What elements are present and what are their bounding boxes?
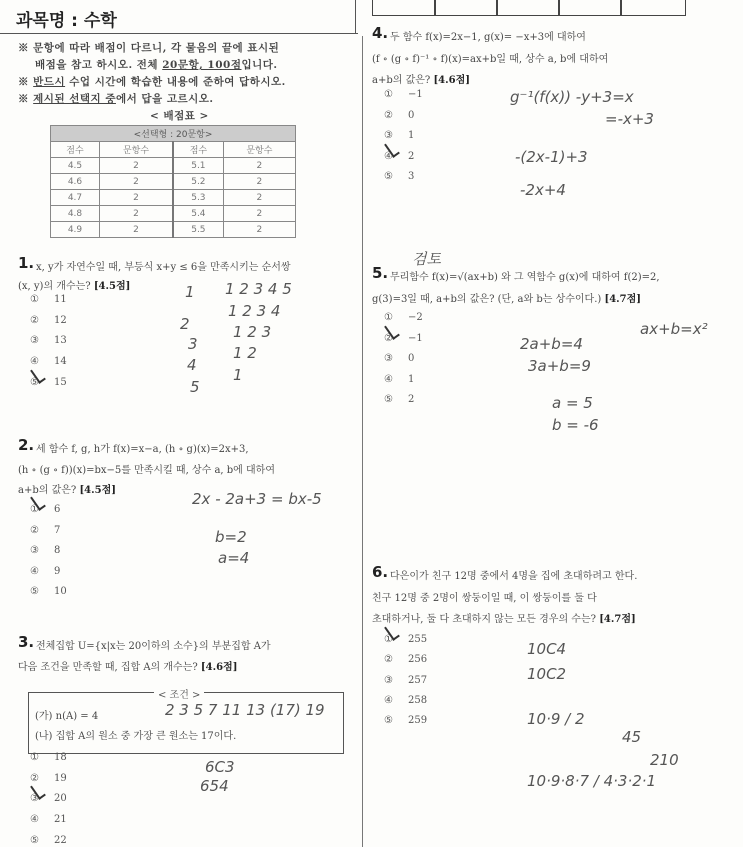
score-table-title: < 배점표 > bbox=[150, 110, 209, 122]
condition-item: (가) n(A) = 4 bbox=[35, 711, 99, 722]
choice-number: ④ bbox=[384, 694, 393, 706]
handwritten-note: 1 bbox=[185, 283, 195, 301]
answer-choice[interactable] bbox=[30, 315, 67, 326]
question-text: x, y가 자연수일 때, 부등식 x+y ≤ 6을 만족시키는 순서쌍 bbox=[36, 262, 291, 273]
choice-value: 256 bbox=[408, 654, 428, 666]
notice-1: ※ 문항에 따라 배점이 다르니, 각 물음의 끝에 표시된 bbox=[18, 42, 280, 54]
table-cell: 5.2 bbox=[173, 174, 223, 190]
handwritten-note: b=2 bbox=[215, 528, 247, 546]
choice-number: ④ bbox=[30, 814, 39, 826]
choice-number: ① bbox=[30, 504, 39, 515]
handwritten-note: 10·9 / 2 bbox=[527, 710, 585, 728]
answer-box bbox=[558, 0, 622, 16]
handwritten-note: 10C4 bbox=[527, 640, 567, 658]
question-number: 1. bbox=[18, 254, 35, 272]
question-number: 6. bbox=[372, 563, 389, 581]
question-text: 친구 12명 중 2명이 쌍둥이일 때, 이 쌍둥이를 둘 다 bbox=[372, 592, 597, 604]
table-cell: 2 bbox=[223, 222, 295, 238]
choice-value: 1 bbox=[408, 130, 415, 141]
notice-text: 입니다. bbox=[241, 59, 278, 71]
question-text: 다은이가 친구 12명 중에서 4명을 집에 초대하려고 한다. bbox=[390, 571, 638, 582]
choice-value: 7 bbox=[54, 524, 61, 536]
notice-bullet: ※ bbox=[18, 76, 34, 88]
choice-value: 1 bbox=[408, 373, 415, 385]
choice-number: ④ bbox=[30, 565, 39, 577]
handwritten-note: 3a+b=9 bbox=[528, 357, 591, 375]
table-header-row bbox=[51, 142, 296, 158]
question-text-line bbox=[18, 277, 130, 292]
choice-number: ② bbox=[30, 314, 39, 326]
notice-underlined: 반드시 bbox=[33, 76, 66, 88]
score-table-caption: <선택형 : 20문항> bbox=[51, 126, 296, 142]
answer-choice[interactable] bbox=[30, 586, 67, 597]
answer-choice[interactable] bbox=[30, 525, 60, 536]
table-row bbox=[51, 206, 296, 222]
handwritten-note: 1 bbox=[233, 366, 243, 384]
question-text-line bbox=[372, 610, 636, 625]
handwritten-note: -2x+4 bbox=[520, 181, 566, 199]
table-cell: 5.3 bbox=[173, 190, 223, 206]
handwritten-note: 210 bbox=[650, 751, 679, 769]
choice-value: 0 bbox=[408, 109, 415, 121]
table-cell: 2 bbox=[223, 206, 295, 222]
question-text-line bbox=[18, 461, 275, 476]
choice-number: ③ bbox=[384, 130, 393, 141]
answer-box bbox=[620, 0, 686, 16]
choice-number: ③ bbox=[384, 674, 393, 686]
question-points: [4.6점] bbox=[200, 662, 238, 673]
choice-number: ④ bbox=[30, 356, 39, 368]
choice-value: −1 bbox=[408, 89, 423, 100]
handwritten-note: -(2x-1)+3 bbox=[515, 148, 588, 166]
choice-number: ① bbox=[384, 89, 393, 100]
choice-value: 22 bbox=[54, 834, 67, 846]
choice-value: 18 bbox=[54, 752, 67, 763]
table-cell: 4.8 bbox=[51, 206, 100, 222]
question-text: a+b의 값은? bbox=[372, 75, 431, 86]
handwritten-note: 4 bbox=[187, 356, 197, 374]
table-row bbox=[51, 174, 296, 190]
handwritten-note: 45 bbox=[622, 728, 642, 746]
choice-number: ③ bbox=[30, 545, 39, 556]
condition-label: < 조건 > bbox=[154, 686, 204, 701]
condition-item: (나) 집합 A의 원소 중 가장 큰 원소는 17이다. bbox=[35, 731, 237, 742]
answer-choice[interactable] bbox=[384, 89, 423, 100]
handwritten-note: 6C3 bbox=[205, 758, 235, 776]
answer-choice[interactable] bbox=[384, 654, 427, 665]
choice-value: 257 bbox=[408, 674, 428, 686]
answer-box bbox=[496, 0, 560, 16]
choice-number: ④ bbox=[384, 373, 393, 385]
answer-choice[interactable] bbox=[384, 394, 414, 405]
choice-number: ③ bbox=[384, 353, 393, 364]
notice-3 bbox=[18, 74, 286, 89]
notice-bullet: ※ bbox=[18, 93, 34, 105]
answer-choice[interactable] bbox=[30, 752, 67, 763]
table-cell: 2 bbox=[223, 174, 295, 190]
table-cell: 4.6 bbox=[51, 174, 100, 190]
answer-choice[interactable] bbox=[30, 545, 60, 556]
question-text: 세 함수 f, g, h가 f(x)=x−a, (h ∘ g)(x)=2x+3, bbox=[36, 444, 249, 455]
table-cell: 2 bbox=[223, 190, 295, 206]
answer-choice[interactable] bbox=[30, 814, 67, 825]
choice-value: 10 bbox=[54, 586, 67, 597]
table-cell: 2 bbox=[99, 206, 173, 222]
choice-value: 14 bbox=[54, 356, 67, 368]
answer-choice[interactable] bbox=[384, 130, 414, 141]
choice-value: 258 bbox=[408, 694, 428, 706]
handwritten-note: g⁻¹(f(x)) -y+3=x bbox=[510, 88, 634, 106]
handwritten-note: 2 3 5 7 11 13 (17) 19 bbox=[165, 701, 325, 719]
handwritten-note: 1 2 3 bbox=[233, 323, 272, 341]
question-text-line bbox=[36, 637, 271, 652]
choice-number: ② bbox=[30, 772, 39, 784]
table-cell: 4.9 bbox=[51, 222, 100, 238]
table-cell: 4.7 bbox=[51, 190, 100, 206]
question-text: g(3)=3일 때, a+b의 값은? (단, a와 b는 상수이다.) bbox=[372, 294, 602, 305]
question-text: (x, y)의 개수는? bbox=[18, 281, 91, 292]
score-table bbox=[50, 125, 296, 238]
table-row bbox=[51, 158, 296, 174]
question-text-line bbox=[372, 290, 641, 305]
handwritten-note: 1 2 3 4 bbox=[228, 302, 281, 320]
question-points: [4.7점] bbox=[604, 294, 642, 305]
handwritten-note: 2x - 2a+3 = bx-5 bbox=[192, 490, 322, 508]
header-divider-vertical bbox=[355, 0, 356, 34]
choice-value: 12 bbox=[54, 314, 67, 326]
choice-number: ① bbox=[384, 312, 393, 323]
notice-2 bbox=[35, 57, 278, 72]
question-text: 두 함수 f(x)=2x−1, g(x)= −x+3에 대하여 bbox=[390, 32, 586, 43]
table-cell: 2 bbox=[99, 158, 173, 174]
choice-number: ② bbox=[30, 524, 39, 536]
handwritten-note: =-x+3 bbox=[605, 110, 654, 128]
notice-underlined: 제시된 선택지 중 bbox=[33, 93, 116, 105]
handwritten-note: 3 bbox=[188, 335, 198, 353]
question-text: 전체집합 U={x|x는 20이하의 소수}의 부분집합 A가 bbox=[36, 641, 271, 652]
handwritten-note: 2 bbox=[180, 315, 190, 333]
choice-number: ⑤ bbox=[384, 171, 393, 182]
table-cell: 2 bbox=[99, 222, 173, 238]
question-text-line bbox=[372, 50, 608, 65]
table-cell: 5.4 bbox=[173, 206, 223, 222]
handwritten-note: 10C2 bbox=[527, 665, 567, 683]
handwritten-note: 2a+b=4 bbox=[520, 335, 583, 353]
handwritten-note: 1 2 3 4 5 bbox=[225, 280, 292, 298]
choice-value: 9 bbox=[54, 565, 61, 577]
choice-value: 11 bbox=[54, 294, 67, 305]
table-cell: 2 bbox=[99, 190, 173, 206]
handwritten-note: a=4 bbox=[218, 549, 250, 567]
question-text-line bbox=[390, 268, 660, 283]
notice-4 bbox=[18, 91, 214, 106]
question-text-line bbox=[390, 567, 637, 582]
choice-value: 15 bbox=[54, 376, 67, 388]
question-text: 초대하거나, 둘 다 초대하지 않는 모든 경우의 수는? bbox=[372, 614, 596, 625]
notice-text: 수업 시간에 학습한 내용에 준하여 답하시오. bbox=[65, 76, 286, 88]
question-text-line bbox=[372, 589, 597, 604]
answer-choice[interactable] bbox=[384, 675, 427, 686]
column-header: 문항수 bbox=[223, 142, 295, 158]
choice-number: ① bbox=[30, 294, 39, 305]
choice-value: 2 bbox=[408, 394, 415, 405]
question-text: (f ∘ (g ∘ f)⁻¹ ∘ f)(x)=ax+b일 때, 상수 a, b에 대하여 bbox=[372, 53, 609, 65]
choice-number: ① bbox=[30, 752, 39, 763]
answer-choice[interactable] bbox=[384, 695, 427, 706]
choice-number: ② bbox=[384, 654, 393, 666]
subject-title: 과목명 : 수학 bbox=[16, 11, 117, 31]
handwritten-note: b = -6 bbox=[552, 416, 599, 434]
choice-value: −1 bbox=[408, 332, 423, 344]
question-points: [4.5점] bbox=[93, 281, 131, 292]
handwritten-note: 1 2 bbox=[233, 344, 257, 362]
choice-value: 3 bbox=[408, 171, 415, 182]
column-header: 문항수 bbox=[99, 142, 173, 158]
choice-value: 6 bbox=[54, 504, 61, 515]
choice-value: −2 bbox=[408, 312, 423, 323]
answer-choice[interactable] bbox=[30, 566, 60, 577]
choice-number: ② bbox=[384, 109, 393, 121]
header-divider bbox=[0, 33, 358, 34]
table-cell: 5.5 bbox=[173, 222, 223, 238]
choice-number: ③ bbox=[30, 335, 39, 347]
answer-choice[interactable] bbox=[384, 715, 427, 726]
choice-number: ⑤ bbox=[30, 834, 39, 846]
choice-value: 19 bbox=[54, 772, 67, 784]
choice-number: ⑤ bbox=[384, 715, 393, 727]
answer-choice[interactable] bbox=[30, 294, 67, 305]
choice-value: 2 bbox=[408, 150, 415, 162]
question-points: [4.7점] bbox=[599, 614, 636, 625]
choice-value: 8 bbox=[54, 545, 61, 556]
question-text-line bbox=[18, 658, 237, 673]
choice-number: ① bbox=[384, 634, 393, 645]
notice-text: 배점을 참고 하시오. 전체 bbox=[35, 59, 163, 71]
choice-value: 259 bbox=[408, 715, 428, 727]
question-number: 3. bbox=[18, 633, 35, 651]
notice-text: 에서 답을 고르시오. bbox=[115, 93, 214, 105]
question-number: 5. bbox=[372, 264, 389, 282]
question-text-line bbox=[372, 71, 470, 86]
question-text: a+b의 값은? bbox=[18, 485, 77, 496]
choice-value: 20 bbox=[54, 793, 67, 805]
question-number: 2. bbox=[18, 436, 35, 454]
answer-box bbox=[372, 0, 436, 16]
handwritten-note: 검토 bbox=[412, 250, 441, 268]
question-text-line bbox=[36, 440, 249, 455]
choice-number: ③ bbox=[30, 793, 39, 805]
table-row bbox=[51, 222, 296, 238]
handwritten-note: ax+b=x² bbox=[640, 320, 708, 338]
notice-underlined: 20문항, 100점 bbox=[162, 59, 242, 71]
answer-choice[interactable] bbox=[384, 171, 414, 182]
table-cell: 5.1 bbox=[173, 158, 223, 174]
question-points: [4.6점] bbox=[433, 75, 470, 86]
question-text: (h ∘ (g ∘ f))(x)=bx−5를 만족시킬 때, 상수 a, b에 대하여 bbox=[18, 464, 275, 476]
question-text: 무리함수 f(x)=√(ax+b) 와 그 역함수 g(x)에 대하여 f(2)=2, bbox=[390, 272, 660, 283]
answer-choice[interactable] bbox=[384, 374, 414, 385]
question-number: 4. bbox=[372, 24, 389, 42]
answer-choice[interactable] bbox=[30, 335, 67, 346]
question-text-line bbox=[18, 481, 116, 496]
question-text-line bbox=[390, 28, 586, 43]
table-cell: 4.5 bbox=[51, 158, 100, 174]
answer-choice[interactable] bbox=[384, 353, 414, 364]
handwritten-note: 654 bbox=[200, 777, 229, 795]
column-header: 점수 bbox=[173, 142, 223, 158]
handwritten-note: 5 bbox=[190, 378, 200, 396]
choice-value: 0 bbox=[408, 353, 415, 364]
answer-choice[interactable] bbox=[30, 835, 67, 846]
choice-number: ② bbox=[384, 332, 393, 344]
column-divider bbox=[362, 36, 363, 847]
choice-number: ④ bbox=[384, 150, 393, 162]
table-row bbox=[51, 190, 296, 206]
question-points: [4.5점] bbox=[79, 485, 116, 496]
handwritten-note: a = 5 bbox=[552, 394, 593, 412]
answer-choice[interactable] bbox=[384, 110, 414, 121]
choice-number: ⑤ bbox=[30, 376, 39, 388]
column-header: 점수 bbox=[51, 142, 100, 158]
question-text-line bbox=[36, 258, 291, 273]
answer-box bbox=[434, 0, 498, 16]
handwritten-note: 10·9·8·7 / 4·3·2·1 bbox=[527, 772, 657, 790]
question-text: 다음 조건을 만족할 때, 집합 A의 개수는? bbox=[18, 662, 198, 673]
table-cell: 2 bbox=[99, 174, 173, 190]
choice-value: 21 bbox=[54, 814, 67, 826]
choice-number: ⑤ bbox=[384, 394, 393, 405]
choice-value: 255 bbox=[408, 634, 428, 645]
table-cell: 2 bbox=[223, 158, 295, 174]
choice-value: 13 bbox=[54, 335, 67, 347]
choice-number: ⑤ bbox=[30, 586, 39, 597]
